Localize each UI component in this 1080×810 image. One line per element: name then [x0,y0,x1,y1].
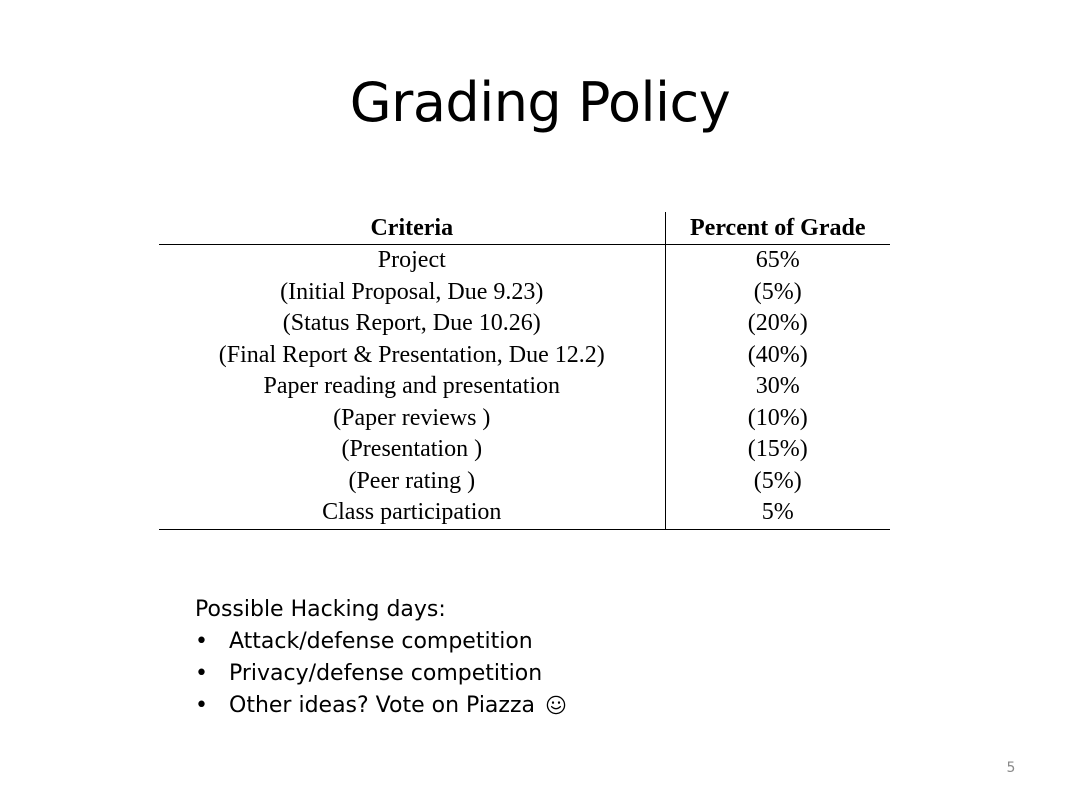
table-row [159,371,890,403]
slide-title: Grading Policy [349,71,731,134]
list-item-text: Attack/defense competition [229,629,533,654]
bullet-icon: • [195,661,208,686]
criteria-text: Class participation [322,499,502,526]
percent-cell: 65% [755,247,800,274]
criteria-text: (Initial Proposal, Due 9.23) [280,278,544,305]
percent-cell: (40%) [747,341,808,368]
table-row [159,245,890,277]
grading-table [159,212,890,530]
table-row [159,466,890,498]
bullet-icon: • [195,693,208,718]
criteria-text: Project [377,247,446,274]
criteria-text: Paper reading and presentation [263,373,561,400]
table-row [159,497,890,529]
criteria-cell [159,434,665,466]
table-row [159,277,890,309]
percent-cell: (5%) [753,278,802,305]
criteria-cell [159,497,665,529]
criteria-cell [159,245,665,277]
table-row [159,403,890,435]
table-row [159,308,890,340]
list-item [195,690,895,722]
list-item [195,658,895,690]
notes-heading: Possible Hacking days: [195,597,446,622]
criteria-cell [159,308,665,340]
list-item-text: Privacy/defense competition [229,661,543,686]
criteria-text: (Status Report, Due 10.26) [282,310,541,337]
notes-list [195,626,895,722]
hacking-days-notes [195,594,895,722]
percent-cell: 5% [665,497,890,529]
percent-cell: (5%) [753,467,802,494]
criteria-text: (Final Report & Presentation, Due 12.2) [218,341,605,368]
table-row [159,434,890,466]
criteria-text: (Paper reviews ) [333,404,491,431]
list-item-text: Other ideas? Vote on Piazza [229,693,535,718]
criteria-cell [159,340,665,372]
criteria-cell [159,466,665,498]
smiley-face-icon [546,695,566,715]
criteria-header: Criteria [159,212,665,245]
criteria-cell [159,371,665,403]
percent-cell: (15%) [747,436,808,463]
table-row [159,340,890,372]
page-number: 5 [1006,760,1016,776]
table-header-row [159,212,890,245]
percent-cell: 30% [755,373,800,400]
list-item [195,626,895,658]
bullet-icon: • [195,629,208,654]
percent-header: Percent of Grade [665,212,890,245]
percent-cell: (10%) [747,404,808,431]
criteria-text: (Peer rating ) [348,467,476,494]
criteria-cell [159,277,665,309]
criteria-text: (Presentation ) [341,436,483,463]
criteria-cell [159,403,665,435]
percent-cell: (20%) [747,310,808,337]
